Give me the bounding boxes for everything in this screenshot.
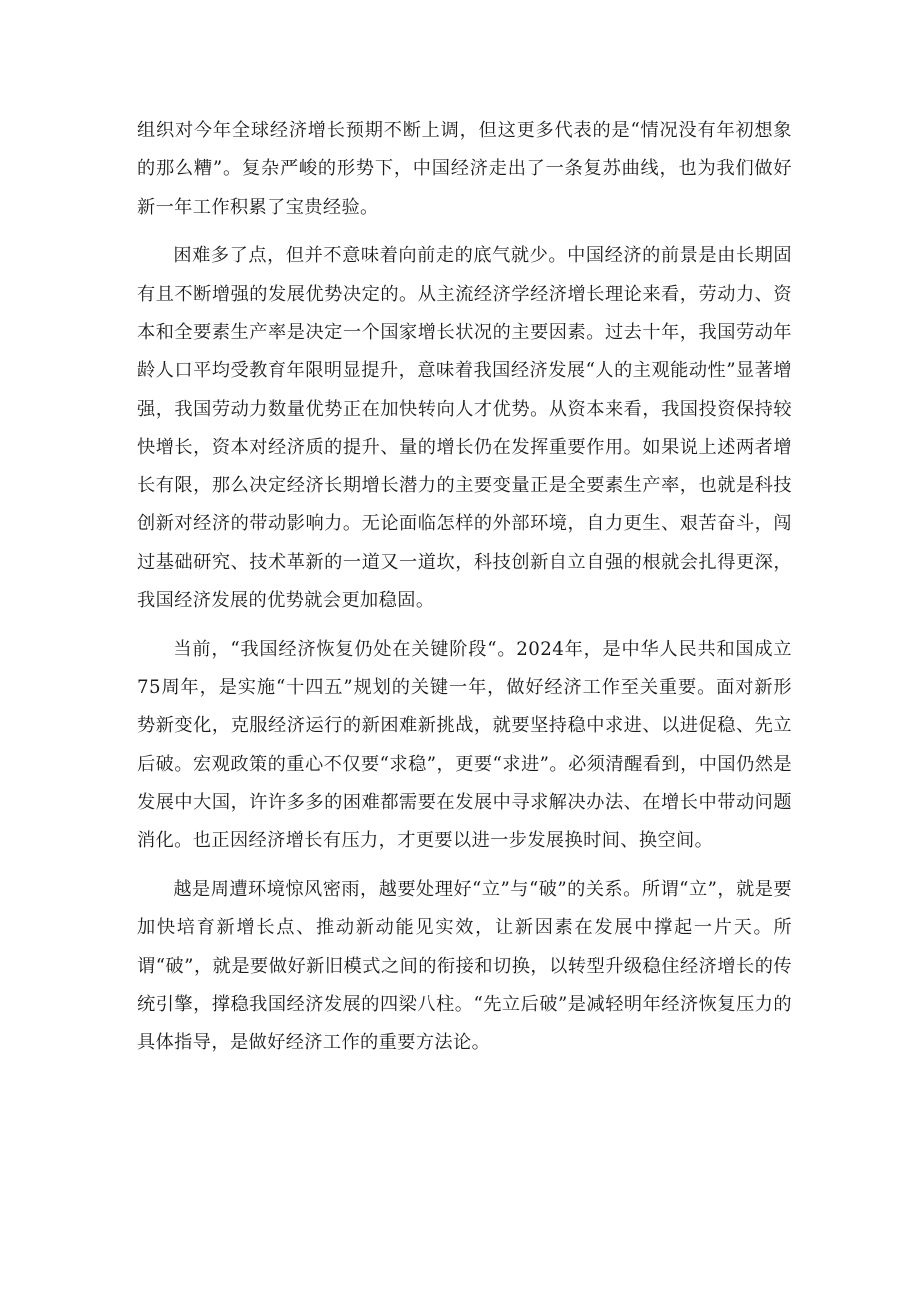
paragraph-establish-before-break: 越是周遭环境惊风密雨，越要处理好“立”与“破”的关系。所谓“立”，就是要加快培育新增长点、推动新动能见实效，让新因素在发展中撑起一片天。所谓“破”，就是要做好新旧模式之间的衔接和切换，以转型升级稳住经济增长的传统引擎，撑稳我国经济发展的四梁八柱。“先立后破”是减轻明年经济恢复压力的具体指导，是做好经济工作的重要方法论。: [137, 879, 792, 1054]
paragraph-development-advantages: 困难多了点，但并不意味着向前走的底气就少。中国经济的前景是由长期固有且不断增强的发展优势决定的。从主流经济学经济增长理论来看，劳动力、资本和全要素生产率是决定一个国家增长状况的主要因素。过去十年，我国劳动年龄人口平均受教育年限明显提升，意味着我国经济发展“人的主观能动性”显著增强，我国劳动力数量优势正在加快转向人才优势。从资本来看，我国投资保持较快增长，资本对经济质的提升、量的增长仍在发挥重要作用。如果说上述两者增长有限，那么决定经济长期增长潜力的主要变量正是全要素生产率，也就是科技创新对经济的带动影响力。无论面临怎样的外部环境，自力更生、艰苦奋斗，闯过基础研究、技术革新的一道又一道坎，科技创新自立自强的根就会扎得更深，我国经济发展的优势就会更加稳固。: [137, 245, 792, 612]
paragraph-current-stage: 当前，“我国经济恢复仍处在关键阶段“。2024年，是中华人民共和国成立75周年，是实施“十四五”规划的关键一年，做好经济工作至关重要。面对新形势新变化，克服经济运行的新困难新挑战，就要坚持稳中求进、以进促稳、先立后破。宏观政策的重心不仅要“求稳”，更要“求进”。必须清醒看到，中国仍然是发展中大国，许许多多的困难都需要在发展中寻求解决办法、在增长中带动问题消化。也正因经济增长有压力，才更要以进一步发展换时间、换空间。: [137, 638, 792, 852]
document-body: [137, 112, 792, 1073]
paragraph-continuation: 组织对今年全球经济增长预期不断上调，但这更多代表的是“情况没有年初想象的那么糟”。复杂严峻的形势下，中国经济走出了一条复苏曲线，也为我们做好新一年工作积累了宝贵经验。: [137, 120, 792, 218]
